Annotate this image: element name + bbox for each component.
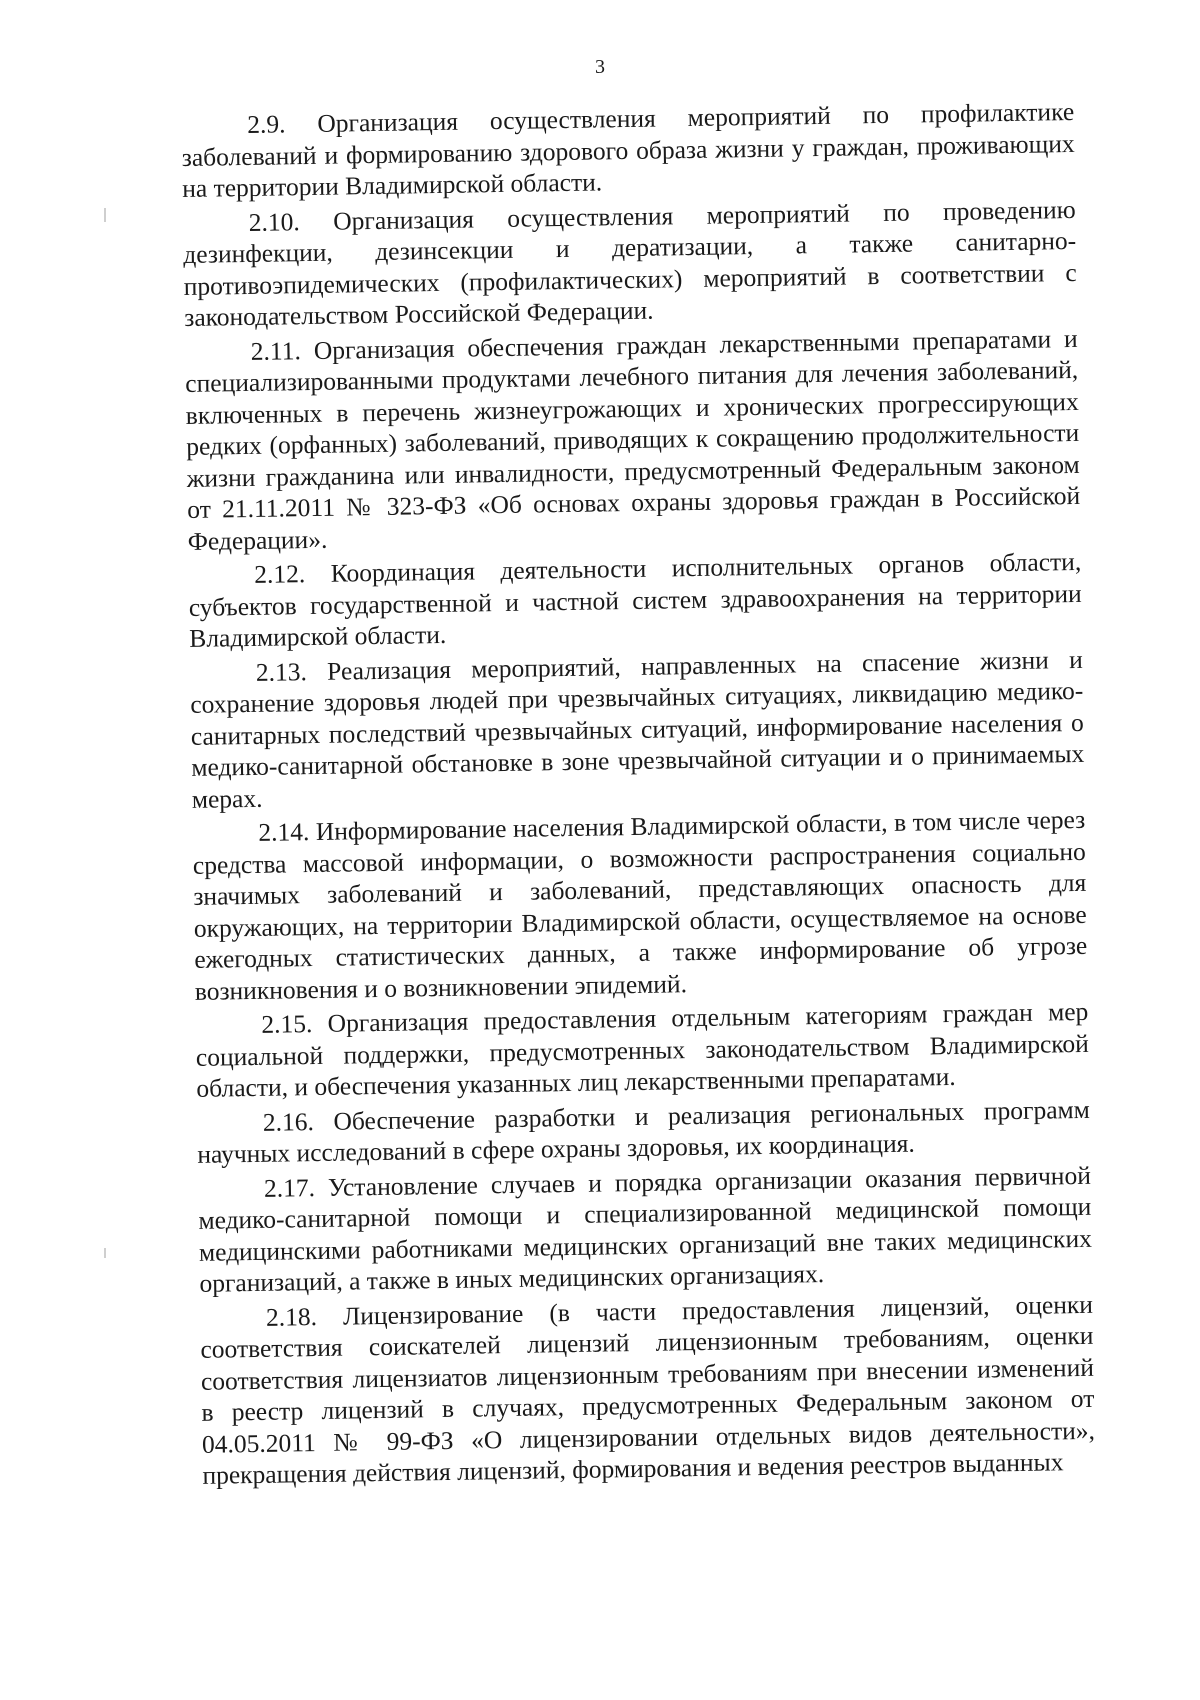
document-body — [181, 96, 1096, 1494]
paragraph-2-16: 2.16. Обеспечение разработки и реализация региональных программ научных исследований в сфере охраны здоровья, их координация. — [197, 1094, 1091, 1169]
paragraph-2-18: 2.18. Лицензирование (в части предоставления лицензий, оценки соответствия соискателей лицензий лицензионным требованиям, оценки соответствия лицензиатов лицензионным требованиям при внесении изменений в реестр лицензий в случаях, предусмотренных Федеральным законом от 04.05.2011 № 99-ФЗ «О лицензировании отдельных видов деятельности», прекращения действия лицензий, формирования и ведения реестров выданных — [200, 1289, 1096, 1490]
scan-artifact — [104, 1248, 106, 1258]
paragraph-2-13: 2.13. Реализация мероприятий, направленных на спасение жизни и сохранение здоровья людей при чрезвычайных ситуациях, ликвидацию медико-санитарных последствий чрезвычайных ситуаций, информирование населения о медико-санитарной обстановке в зоне чрезвычайной ситуации и о принимаемых мерах. — [190, 644, 1085, 814]
paragraph-2-11: 2.11. Организация обеспечения граждан лекарственными препаратами и специализированными продуктами лечебного питания для лечения заболеваний, включенных в перечень жизнеугрожающих и хронических прогрессирующих редких (орфанных) заболеваний, приводящих к сокращению продолжительности жизни гражданина или инвалидности, предусмотренный Федеральным законом от 21.11.2011 № 323-ФЗ «Об основах охраны здоровья граждан в Российской Федерации». — [185, 323, 1081, 556]
paragraph-2-9: 2.9. Организация осуществления мероприятий по профилактике заболеваний и формированию здорового образа жизни у граждан, проживающих на территории Владимирской области. — [181, 96, 1075, 203]
paragraph-2-17: 2.17. Установление случаев и порядка организации оказания первичной медико-санитарной помощи и специализированной медицинской помощи медицинскими работниками медицинских организаций вне таких медицинских организаций, а также в иных медицинских организациях. — [198, 1160, 1093, 1298]
paragraph-2-12: 2.12. Координация деятельности исполнительных органов области, субъектов государственной и частной систем здравоохранения на территории Владимирской области. — [188, 546, 1082, 653]
paragraph-2-15: 2.15. Организация предоставления отдельным категориям граждан мер социальной поддержки, предусмотренных законодательством Владимирской области, и обеспечения указанных лиц лекарственными препаратами. — [195, 996, 1089, 1103]
paragraph-2-14: 2.14. Информирование населения Владимирской области, в том числе через средства массовой информации, о возможности распространения социально значимых заболеваний и заболеваний, представляющих опасность для окружающих, на территории Владимирской области, осуществляемое на основе ежегодных статистических данных, а также информирование об угрозе возникновения и о возникновении эпидемий. — [192, 804, 1088, 1006]
scan-artifact — [104, 208, 106, 222]
paragraph-2-10: 2.10. Организация осуществления мероприятий по проведению дезинфекции, дезинсекции и дератизации, а также санитарно-противоэпидемических (профилактических) мероприятий в соответствии с законодательством Российской Федерации. — [183, 194, 1077, 332]
page-number: 3 — [595, 56, 605, 78]
